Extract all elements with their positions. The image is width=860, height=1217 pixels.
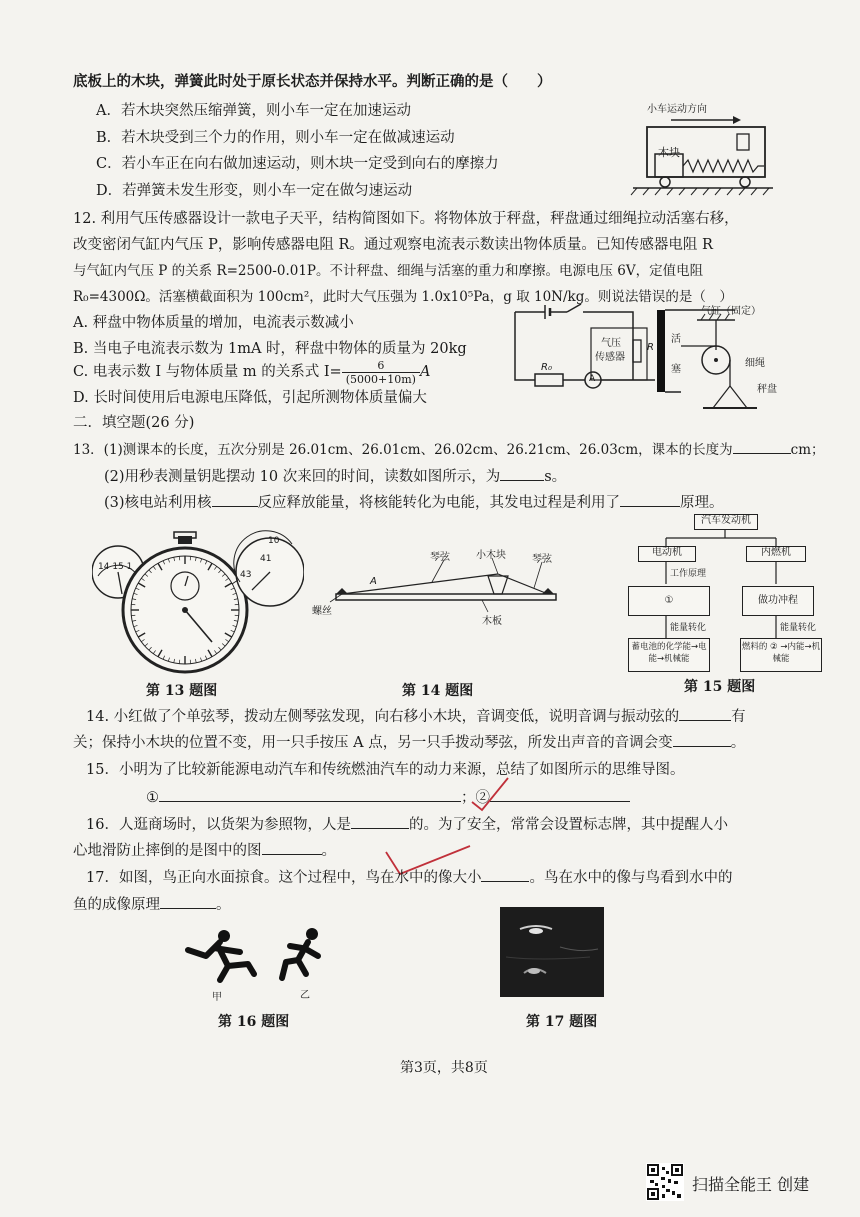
fig14-screw-label: 螺丝: [312, 606, 332, 617]
q12-line-3: 与气缸内气压 P 的关系 R=2500-0.01P。不计秤盘、细绳与活塞的重力和摩擦。电源电压 6V，定值电阻: [73, 263, 704, 279]
q16-blank-2: [262, 840, 322, 855]
q12-c-denominator: (5000+10m): [345, 372, 416, 386]
q17-l2-text: 鱼的成像原理: [73, 897, 160, 913]
teacher-check-marks: [380, 770, 530, 880]
q12-option-a: A. 秤盘中物体质量的增加，电流表示数减小: [73, 315, 354, 331]
q13-l3-text-b: 反应释放能量，将核能转化为电能，其发电过程是利用了: [257, 495, 621, 511]
sensor-R-label: R: [647, 342, 654, 353]
q11-cart-figure: [625, 100, 775, 196]
q12-c-numerator: 6: [342, 359, 420, 373]
fig15-left-node: 电动机: [638, 546, 696, 562]
q12-line-1: 12. 利用气压传感器设计一款电子天平，结构简图如下。将物体放于秤盘，秤盘通过细绳拉动活塞右移，: [73, 211, 739, 227]
fig13-big-dial-side: 43: [240, 570, 252, 580]
fig14-point-a-label: A: [370, 576, 377, 587]
q11-option-b: B．若木块受到三个力的作用，则小车一定在做减速运动: [96, 130, 455, 146]
fig13-stopwatch: [92, 530, 304, 676]
fig16-caption: 第 16 题图: [218, 1014, 290, 1030]
q11-stem: 底板上的木块，弹簧此时处于原长状态并保持水平。判断正确的是（ ）: [73, 73, 552, 90]
sensor-label-1: 气压: [601, 338, 621, 349]
q17-blank-1: [481, 867, 529, 882]
q12-c-fraction: [342, 359, 420, 386]
q14-blank-1: [679, 706, 731, 721]
fig15-chain-right: 燃料的 ② →内能→机械能: [740, 638, 822, 672]
q12-c-prefix: C. 电表示数 I 与物体质量 m 的关系式 I=: [73, 364, 342, 380]
fig17-bird-photo: [500, 907, 604, 997]
q14-l1-text: 14. 小红做了个单弦琴，拨动左侧琴弦发现，向右移小木块，音调变低，说明音调与振动弦的: [86, 709, 680, 725]
q13-l1-unit: cm；: [790, 442, 825, 458]
q13-blank-2: [500, 466, 544, 481]
fig14-board-label: 木板: [482, 616, 502, 627]
q11-option-c: C．若小车正在向右做加速运动，则木块一定受到向右的摩擦力: [96, 156, 499, 172]
q12-option-c: [73, 352, 430, 392]
pan-label: 秤盘: [757, 384, 777, 395]
fig13-caption: 第 13 题图: [146, 683, 218, 699]
fig15-mindmap: [626, 512, 826, 674]
page-footer: 第3页，共8页: [400, 1060, 488, 1076]
q14-l1-end: 有: [731, 709, 746, 725]
ammeter-label: A: [589, 374, 596, 384]
fig15-energy-right: 能量转化: [780, 623, 817, 633]
sensor-label-2: 传感器: [595, 352, 625, 363]
q13-l3-text-c: 原理。: [680, 495, 724, 511]
piston-label-2: 塞: [671, 364, 681, 375]
q12-line-4: R₀=4300Ω。活塞横截面积为 100cm²，此时大气压强为 1.0x10⁵Pa，g 取 10N/kg。则说法错误的是（ ）: [73, 289, 733, 305]
q13-blank-1: [733, 439, 791, 454]
q16-l2-end: 。: [321, 843, 336, 859]
cylinder-label: 气缸（固定）: [701, 306, 761, 317]
fig15-blank-1: ①: [628, 586, 710, 616]
q14-blank-2: [673, 732, 731, 747]
fig14-string2-label: 琴弦: [532, 554, 552, 565]
q13-l2-unit: s。: [544, 469, 567, 485]
q16-line-2: [73, 840, 336, 861]
q13-l1-text: 13．(1)测课本的长度，五次分别是 26.01cm、26.01cm、26.02cm、26.21cm、26.03cm，课本的长度为: [73, 442, 733, 458]
section-2-title: 二．填空题(26 分): [73, 415, 195, 431]
q12-c-unit: A: [419, 364, 431, 380]
fig14-block-label: 小木块: [476, 550, 506, 561]
block-label: 木块: [658, 146, 680, 159]
r0-label: R₀: [541, 362, 552, 373]
fig15-caption: 第 15 题图: [684, 679, 756, 695]
fig15-chain-left: 蓄电池的化学能→电能→机械能: [628, 638, 710, 672]
fig13-big-dial-mid: 41: [260, 554, 272, 564]
fig15-stroke-node: 做功冲程: [742, 586, 814, 616]
q14-line-2: [73, 732, 745, 753]
fig16-label-jia: 甲: [212, 992, 222, 1003]
q12-balance-figure: [505, 300, 795, 418]
fig15-root: 汽车发动机: [694, 514, 758, 530]
piston-label-1: 活: [671, 334, 681, 345]
fig15-energy-left: 能量转化: [670, 623, 707, 633]
q17-l2-end: 。: [216, 897, 231, 913]
fig13-small-dial-label: 14 15 1: [98, 562, 133, 572]
q14-l2-end: 。: [730, 735, 746, 751]
q16-l1-text-b: 的。为了安全，常常会设置标志牌，其中提醒人小: [408, 817, 728, 833]
fig15-right-node: 内燃机: [746, 546, 806, 562]
q13-l3-text-a: (3)核电站利用核: [104, 495, 212, 511]
q13-blank-3: [212, 492, 258, 507]
q17-blank-2: [160, 894, 216, 909]
q17-l1-text-b: 。鸟在水中的像与鸟看到水中的: [529, 870, 733, 886]
q11-option-a: A．若木块突然压缩弹簧，则小车一定在加速运动: [96, 103, 411, 119]
q15-line-1: 15．小明为了比较新能源电动汽车和传统燃油汽车的动力来源，总结了如图所示的思维导图。: [86, 762, 685, 778]
scanner-brand: 扫描全能王 创建: [692, 1175, 810, 1194]
q14-line-1: [86, 706, 746, 727]
q17-line-1: [86, 867, 732, 888]
q16-l1-text-a: 16．人逛商场时，以货架为参照物，人是: [86, 817, 351, 833]
q17-l1-text-a: 17．如图，鸟正向水面掠食。这个过程中，鸟在水中的像大小: [86, 870, 482, 886]
q12-line-2: 改变密闭气缸内气压 P，影响传感器电阻 R。通过观察电流表示数读出物体质量。已知传感器电阻 R: [73, 237, 713, 253]
q12-option-b: B. 当电子电流表示数为 1mA 时，秤盘中物体的质量为 20kg: [73, 341, 467, 357]
q11-option-d: D．若弹簧未发生形变，则小车一定在做匀速运动: [96, 183, 413, 199]
q13-line-1: [73, 439, 825, 460]
q15-marker-2: ；②: [461, 790, 490, 806]
q13-line-2: [104, 466, 566, 487]
fig14-caption: 第 14 题图: [402, 683, 474, 699]
fig15-principle-label: 工作原理: [670, 569, 707, 579]
fig16-slip-signs: [180, 922, 340, 1002]
fig14-monochord: [312, 548, 562, 628]
q15-marker-1: ①: [146, 790, 159, 806]
q12-option-d: D. 长时间使用后电源电压降低，引起所测物体质量偏大: [73, 390, 427, 406]
q13-line-3: [104, 492, 724, 513]
fig16-label-yi: 乙: [300, 990, 310, 1001]
rope-label: 细绳: [745, 358, 765, 369]
q14-l2-text: 关；保持小木块的位置不变，用一只手按压 A 点，另一只手拨动琴弦，所发出声音的音调会变: [73, 735, 673, 751]
cart-direction-label: 小车运动方向: [647, 104, 707, 115]
fig14-string-label: 琴弦: [430, 552, 450, 563]
q17-line-2: [73, 894, 231, 915]
q16-l2-text: 心地滑防止摔倒的是图中的图: [73, 843, 262, 859]
q13-l2-text: (2)用秒表测量钥匙摆动 10 次来回的时间，读数如图所示，为: [104, 469, 501, 485]
fig17-caption: 第 17 题图: [526, 1014, 598, 1030]
fig13-big-dial-top: 10: [268, 536, 280, 546]
q13-blank-4: [620, 492, 680, 507]
qr-code-icon: [646, 1163, 684, 1201]
